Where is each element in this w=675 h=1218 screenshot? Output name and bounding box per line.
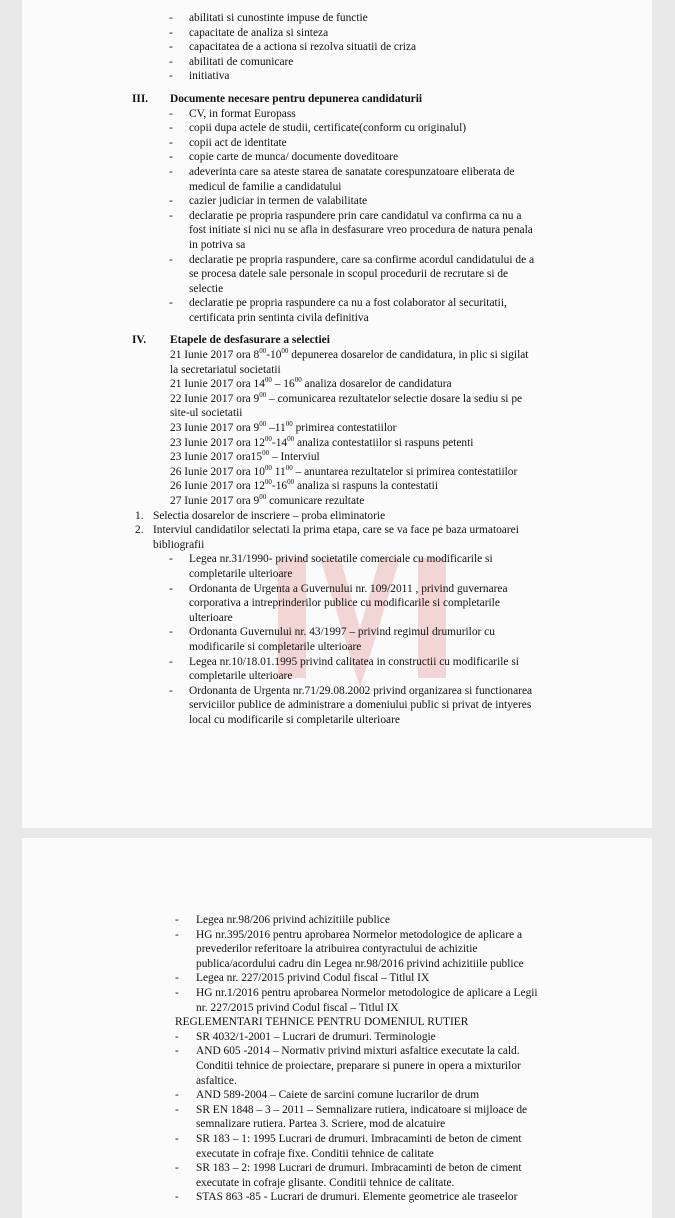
schedule-text: 21 Iunie 2017 ora 8 xyxy=(170,349,260,362)
bullet-dash: - xyxy=(169,151,173,164)
numbered-item-line xyxy=(22,509,652,524)
bullet-dash: - xyxy=(175,1030,179,1043)
schedule-line xyxy=(22,465,652,480)
list-item-line: executate in cofraje fixe. Conditii tehnice de calitate xyxy=(196,1147,434,1160)
list-item-line: - Legea nr.10/18.01.1995 privind calitatea in constructii cu modificarile si xyxy=(169,655,519,668)
list-item-line: - declaratie pe propria raspundere ca nu a fost colaborator al securitatii, xyxy=(169,297,507,310)
list-item-line: - copie carte de munca/ documente doveditoare xyxy=(169,151,399,164)
list-item-line: - AND 589-2004 – Caiete de sarcini comune lucrarilor de drum xyxy=(175,1089,480,1102)
spacer xyxy=(22,325,652,333)
schedule-text: – comunicarea rezultatelor selectie dosare la sediu si pe xyxy=(266,392,523,405)
list-item-line: - SR 183 – 2: 1998 Lucrari de drumuri. Imbracaminti de beton de ciment xyxy=(175,1162,522,1175)
section-title: Documente necesare pentru depunerea candidaturii xyxy=(170,92,423,105)
schedule-text: primirea contestatiilor xyxy=(292,422,397,435)
bullet-dash: - xyxy=(169,122,173,135)
bullet-dash: - xyxy=(175,1045,179,1058)
bullet-dash: - xyxy=(169,136,173,149)
schedule-text: analiza si raspuns la contestatii xyxy=(294,480,439,493)
list-item-line: - capacitatea de a actiona si rezolva situatii de criza xyxy=(169,41,417,54)
item-text: Interviul candidatilor selectati la prima etapa, care se va face pe baza urmatoarei xyxy=(153,524,519,537)
list-item-line: - capacitate de analiza si sinteza xyxy=(169,26,329,39)
bullet-dash: - xyxy=(169,26,173,39)
list-item-line: asfaltice. xyxy=(196,1074,237,1087)
schedule-text: – Interviul xyxy=(269,451,320,464)
time-superscript: 00 xyxy=(264,463,272,472)
list-item-line: publica/acordului cadru din Legea nr.98/2016 privind achizitiile publice xyxy=(196,957,524,970)
time-superscript: 00 xyxy=(287,478,295,487)
list-item-line: local cu modificarile si completarile ulterioare xyxy=(189,713,400,726)
section-numeral: III. xyxy=(132,92,149,105)
list-item-line: fost initiate si nici nu se afla in desfasurare vreo procedura de natura penala xyxy=(189,224,533,237)
list-item-line: completarile ulterioare xyxy=(189,670,293,683)
list-item-line: corporativa a intreprinderilor publice cu modificarile si completarile xyxy=(189,597,500,610)
bullet-dash: - xyxy=(175,986,179,999)
schedule-line xyxy=(22,450,652,465)
list-item-line: serviciilor publice de administrare a domeniului public si privat de intyeres xyxy=(189,699,532,712)
schedule-line xyxy=(22,406,652,421)
time-superscript: 00 xyxy=(259,493,267,501)
list-item-line: semnalizare rutiera. Partea 3. Scriere, mod de alcatuire xyxy=(196,1118,446,1131)
bullet-dash: - xyxy=(169,55,173,68)
schedule-text: -10 xyxy=(266,349,282,362)
time-superscript: 00 xyxy=(294,376,302,385)
list-item-line: - AND 605 -2014 – Normativ privind mixturi asfaltice executate la cald. xyxy=(175,1045,520,1058)
schedule-text: 26 Iunie 2017 ora 10 xyxy=(170,465,265,478)
list-item-line: - Legea nr. 227/2015 privind Codul fiscal – Titlul IX xyxy=(175,972,430,985)
item-text: bibliografii xyxy=(153,538,205,551)
bullet-dash: - xyxy=(169,297,173,310)
schedule-text: 23 Iunie 2017 ora15 xyxy=(170,451,263,464)
schedule-line xyxy=(22,392,652,407)
schedule-text: 23 Iunie 2017 ora 9 xyxy=(170,422,260,435)
list-item-line: - CV, in format Europass xyxy=(169,107,296,120)
schedule-text: analiza contestatiilor si raspuns petenti xyxy=(294,436,474,449)
document-page-1 xyxy=(22,0,652,828)
list-item-line: - SR 183 – 1: 1995 Lucrari de drumuri. Imbracaminti de beton de ciment xyxy=(175,1132,522,1145)
schedule-text: 26 Iunie 2017 ora 12 xyxy=(170,480,265,493)
bullet-dash: - xyxy=(169,582,173,595)
schedule-text: analiza dosarelor de candidatura xyxy=(301,378,452,391)
schedule-text: la secretariatul societatii xyxy=(170,363,281,376)
item-text: Selectia dosarelor de inscriere – proba eliminatorie xyxy=(153,509,386,522)
bullet-dash: - xyxy=(175,1103,179,1116)
list-item-line: Conditii tehnice de proiectare, preparare si punere in opera a mixturilor xyxy=(196,1059,521,1072)
time-superscript: 00 xyxy=(259,390,267,399)
schedule-text: 23 Iunie 2017 ora 12 xyxy=(170,436,265,449)
schedule-line xyxy=(22,363,652,378)
list-item-line: - SR EN 1848 – 3 – 2011 – Semnalizare rutiera, indicatoare si mijloace de xyxy=(175,1103,528,1116)
list-item-line: ulterioare xyxy=(189,611,233,624)
list-item-line: - STAS 863 -85 - Lucrari de drumuri. Elemente geometrice ale traseelor xyxy=(175,1191,518,1204)
time-superscript: 00 xyxy=(285,463,293,472)
schedule-text: – 16 xyxy=(271,378,295,391)
list-item-line: completarile ulterioare xyxy=(189,567,293,580)
schedule-text: -16 xyxy=(271,480,288,493)
bullet-dash: - xyxy=(175,1089,179,1102)
schedule-line xyxy=(22,479,652,494)
schedule-text: – anuntarea rezultatelor si primirea contestatiilor xyxy=(292,465,518,478)
bullet-dash: - xyxy=(169,209,173,222)
bullet-dash: - xyxy=(175,928,179,941)
bullet-dash: - xyxy=(169,41,173,54)
list-item-line: - Ordonanta de Urgenta a Guvernului nr. 109/2011 , privind guvernarea xyxy=(169,582,508,595)
section-heading xyxy=(22,92,652,107)
bullet-dash: - xyxy=(175,1132,179,1145)
list-item-line: - Legea nr.31/1990- privind societatile comerciale cu modificarile si xyxy=(169,553,493,566)
list-item-line: - declaratie pe propria raspundere, care sa confirme acordul candidatului de a xyxy=(169,253,535,266)
list-item-line: - declaratie pe propria raspundere prin care candidatul va confirma ca nu a xyxy=(169,209,522,222)
time-superscript: 00 xyxy=(287,434,295,443)
list-item-line: se procesa datele sale personale in scopul procedurii de recrutare si de xyxy=(189,268,509,281)
list-item-line: - copii act de identitate xyxy=(169,136,287,149)
bullet-dash: - xyxy=(169,12,173,24)
section-heading xyxy=(22,333,652,348)
time-superscript: 00 xyxy=(264,478,272,487)
schedule-text: 11 xyxy=(271,465,286,478)
bullet-dash: - xyxy=(175,972,179,985)
schedule-text: site-ul societatii xyxy=(170,407,243,420)
section-numeral: IV. xyxy=(132,334,147,347)
document-page-2 xyxy=(22,838,652,1218)
section-title: Etapele de desfasurare a selectiei xyxy=(170,334,330,347)
time-superscript: 00 xyxy=(259,347,267,356)
bullet-dash: - xyxy=(169,553,173,566)
list-item-line: - Ordonanta de Urgenta nr.71/29.08.2002 privind organizarea si functionarea xyxy=(169,684,533,697)
bullet-dash: - xyxy=(175,914,179,926)
time-superscript: 00 xyxy=(285,420,293,429)
schedule-line xyxy=(22,494,652,509)
list-item-line: - cazier judiciar in termen de valabilitate xyxy=(169,195,368,208)
bullet-dash: - xyxy=(169,253,173,266)
time-superscript: 00 xyxy=(281,347,289,356)
time-superscript: 00 xyxy=(264,434,272,443)
schedule-line xyxy=(22,421,652,436)
bullet-dash: - xyxy=(169,70,173,83)
bullet-dash: - xyxy=(169,684,173,697)
bullet-dash: - xyxy=(169,195,173,208)
numbered-item-line xyxy=(22,523,652,538)
list-item-line: - adeverinta care sa ateste starea de sanatate corespunzatoare eliberata de xyxy=(169,165,515,178)
item-number: 1. xyxy=(135,509,144,522)
list-item-line: executate in cofraje glisante. Conditii tehnice de calitate. xyxy=(196,1176,455,1189)
regulations-heading: REGLEMENTARI TEHNICE PENTRU DOMENIUL RUTIER xyxy=(175,1016,469,1029)
list-item-line: - copii dupa actele de studii, certificate(conform cu originalul) xyxy=(169,122,467,135)
spacer xyxy=(22,84,652,92)
bullet-dash: - xyxy=(169,107,173,120)
bullet-dash: - xyxy=(175,1162,179,1175)
list-item-line: in potriva sa xyxy=(189,238,246,251)
schedule-line xyxy=(22,348,652,363)
schedule-line xyxy=(22,436,652,451)
bullet-dash: - xyxy=(169,165,173,178)
bullet-dash: - xyxy=(169,655,173,668)
list-item-line: selectie xyxy=(189,282,224,295)
list-item-line: modificarile si completarile ulterioare xyxy=(189,640,362,653)
schedule-text: –11 xyxy=(266,422,286,435)
list-item-line: - Ordonanta Guvernului nr. 43/1997 – privind regimul drumurilor cu xyxy=(169,626,495,639)
item-number: 2. xyxy=(135,524,144,537)
list-item-line: certificata prin sentinta civila definitiva xyxy=(189,311,369,324)
schedule-text: -14 xyxy=(271,436,288,449)
schedule-line xyxy=(22,377,652,392)
schedule-text: 22 Iunie 2017 ora 9 xyxy=(170,392,260,405)
time-superscript: 00 xyxy=(264,376,272,385)
schedule-text: comunicare rezultate xyxy=(266,495,365,507)
list-item-line: - initiativa xyxy=(169,70,230,83)
bullet-dash: - xyxy=(175,1191,179,1204)
list-item-line: - HG nr.395/2016 pentru aprobarea Normelor metodologice de aplicare a xyxy=(175,928,523,941)
list-item-line: - Legea nr.98/206 privind achizitiile publice xyxy=(175,914,390,926)
time-superscript: 00 xyxy=(259,420,267,429)
bullet-dash: - xyxy=(169,626,173,639)
time-superscript: 00 xyxy=(262,449,270,458)
schedule-text: 21 Iunie 2017 ora 14 xyxy=(170,378,265,391)
list-item-line: - abilitati de comunicare xyxy=(169,55,294,68)
list-item-line: prevederilor referitoare la atribuirea contyractului de achizitie xyxy=(196,943,478,956)
schedule-text: 27 Iunie 2017 ora 9 xyxy=(170,495,260,507)
numbered-item-line xyxy=(22,538,652,553)
list-item-line: - HG nr.1/2016 pentru aprobarea Normelor metodologice de aplicare a Legii xyxy=(175,986,538,999)
list-item-line: nr. 227/2015 privind Codul fiscal – Titlul IX xyxy=(196,1001,399,1014)
list-item-line: - abilitati si cunostinte impuse de functie xyxy=(169,12,368,24)
list-item-line: - SR 4032/1-2001 – Lucrari de drumuri. Terminologie xyxy=(175,1030,436,1043)
schedule-text: depunerea dosarelor de candidatura, in plic si sigilat xyxy=(288,349,529,362)
list-item-line: medicul de familie a candidatului xyxy=(189,180,342,193)
